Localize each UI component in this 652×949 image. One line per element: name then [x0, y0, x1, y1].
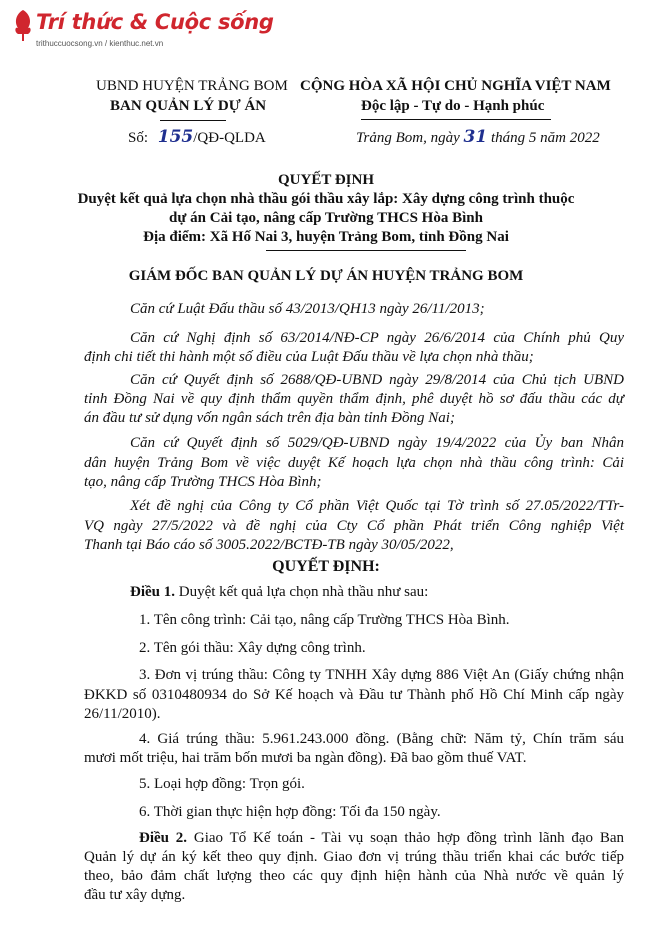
date-prefix: Trảng Bom, ngày	[356, 130, 460, 146]
date-day-handwritten: 31	[463, 127, 488, 147]
article-2-line4: đầu tư xây dựng.	[84, 887, 186, 903]
article-1-item-3-line3: 26/11/2010).	[84, 706, 161, 722]
decision-location: Địa điểm: Xã Hố Nai 3, huyện Trảng Bom, tỉnh Đồng Nai	[143, 229, 509, 245]
decides-heading: QUYẾT ĐỊNH:	[272, 558, 380, 575]
article-1-text: Duyệt kết quả lựa chọn nhà thầu như sau:	[178, 584, 429, 600]
agency-name: BAN QUẢN LÝ DỰ ÁN	[110, 98, 267, 114]
number-suffix: /QĐ-QLDA	[193, 130, 266, 146]
document-date	[356, 127, 600, 147]
article-1-item-2: 2. Tên gói thầu: Xây dựng công trình.	[139, 640, 366, 656]
article-2-line2: Quản lý dự án ký kết theo quy định. Giao đơn vị trúng thầu triển khai các bước tiếp	[84, 849, 624, 865]
article-2-label: Điều 2.	[139, 830, 188, 846]
ground-3-line2: tỉnh Đồng Nai về quy định thẩm quyền thẩm định, phê duyệt hồ sơ đấu thầu các dự	[84, 391, 624, 407]
ground-4-line2: dân huyện Trảng Bom về việc duyệt Kế hoạch lựa chọn nhà thầu công trình: Cải	[84, 455, 624, 471]
article-1	[130, 580, 428, 604]
decision-subject-line2: dự án Cải tạo, nâng cấp Trường THCS Hòa Bình	[169, 210, 483, 226]
logo-text: Trí thức & Cuộc sống	[36, 10, 274, 34]
ground-5-line1: Xét đề nghị của Công ty Cổ phần Việt Quốc tại Tờ trình số 27.05/2022/TTr-	[130, 498, 624, 514]
ground-3-line3: án đầu tư sử dụng vốn ngân sách trên địa bàn tỉnh Đồng Nai;	[84, 410, 455, 426]
ground-3-line1: Căn cứ Quyết định số 2688/QĐ-UBND ngày 29/8/2014 của Chủ tịch UBND	[130, 372, 624, 388]
tree-icon	[12, 8, 34, 42]
agency-parent: UBND HUYỆN TRẢNG BOM	[96, 78, 288, 94]
ground-1: Căn cứ Luật Đấu thầu số 43/2013/QH13 ngày 26/11/2013;	[130, 301, 485, 317]
decision-title: QUYẾT ĐỊNH	[278, 172, 374, 188]
article-2-text: Giao Tổ Kế toán - Tài vụ soạn thảo hợp đồng trình lãnh đạo Ban	[193, 830, 624, 846]
article-1-item-3-line1: 3. Đơn vị trúng thầu: Công ty TNHH Xây dựng 886 Việt An (Giấy chứng nhận	[139, 667, 624, 683]
ground-2-line1: Căn cứ Nghị định số 63/2014/NĐ-CP ngày 26/6/2014 của Chính phủ Quy	[130, 330, 624, 346]
title-underline	[266, 250, 466, 251]
article-1-item-4-line2: mươi mốt triệu, hai trăm bốn mươi ba ngàn đồng). Đã bao gồm thuế VAT.	[84, 750, 527, 766]
date-suffix: tháng 5 năm 2022	[490, 130, 600, 146]
motto-underline	[361, 119, 551, 120]
ground-4-line3: tạo, nâng cấp Trường THCS Hòa Bình;	[84, 474, 322, 490]
site-logo[interactable]	[12, 6, 274, 50]
article-1-item-6: 6. Thời gian thực hiện hợp đồng: Tối đa 150 ngày.	[139, 804, 441, 820]
ground-4-line1: Căn cứ Quyết định số 5029/QĐ-UBND ngày 19/4/2022 của Ủy ban Nhân	[130, 435, 624, 451]
ground-2-line2: định chi tiết thi hành một số điều của Luật Đấu thầu về lựa chọn nhà thầu;	[84, 349, 534, 365]
article-1-label: Điều 1.	[130, 584, 175, 600]
number-prefix: Số:	[128, 130, 149, 146]
article-1-item-4-line1: 4. Giá trúng thầu: 5.961.243.000 đồng. (Bằng chữ: Năm tỷ, Chín trăm sáu	[139, 731, 624, 747]
number-handwritten: 155	[157, 127, 194, 147]
article-1-item-1: 1. Tên công trình: Cải tạo, nâng cấp Trường THCS Hòa Bình.	[139, 612, 510, 628]
article-1-item-5: 5. Loại hợp đồng: Trọn gói.	[139, 776, 305, 792]
ground-5-line3: Thanh tại Báo cáo số 3005.2022/BCTĐ-TB ngày 30/05/2022,	[84, 537, 454, 553]
ground-5-line2: VQ ngày 27/5/2022 và đề nghị của Cty Cổ phần Phát triển Công nghiệp Việt	[84, 518, 624, 534]
national-title: CỘNG HÒA XÃ HỘI CHỦ NGHĨA VIỆT NAM	[300, 78, 611, 94]
issuing-authority: GIÁM ĐỐC BAN QUẢN LÝ DỰ ÁN HUYỆN TRẢNG BOM	[128, 268, 524, 284]
article-2-line3: theo, bảo đảm chất lượng theo các quy định hiện hành của Nhà nước về quản lý	[84, 868, 624, 884]
agency-underline	[160, 120, 226, 121]
article-1-item-3-line2: ĐKKD số 0310480934 do Sở Kế hoạch và Đầu tư Thành phố Hồ Chí Minh cấp ngày	[84, 687, 624, 703]
document-number	[128, 127, 266, 147]
decision-subject-line1: Duyệt kết quả lựa chọn nhà thầu gói thầu xây lắp: Xây dựng công trình thuộc	[77, 191, 575, 207]
logo-site-urls: trithuccuocsong.vn / kienthuc.net.vn	[36, 39, 164, 48]
national-motto: Độc lập - Tự do - Hạnh phúc	[361, 98, 545, 114]
